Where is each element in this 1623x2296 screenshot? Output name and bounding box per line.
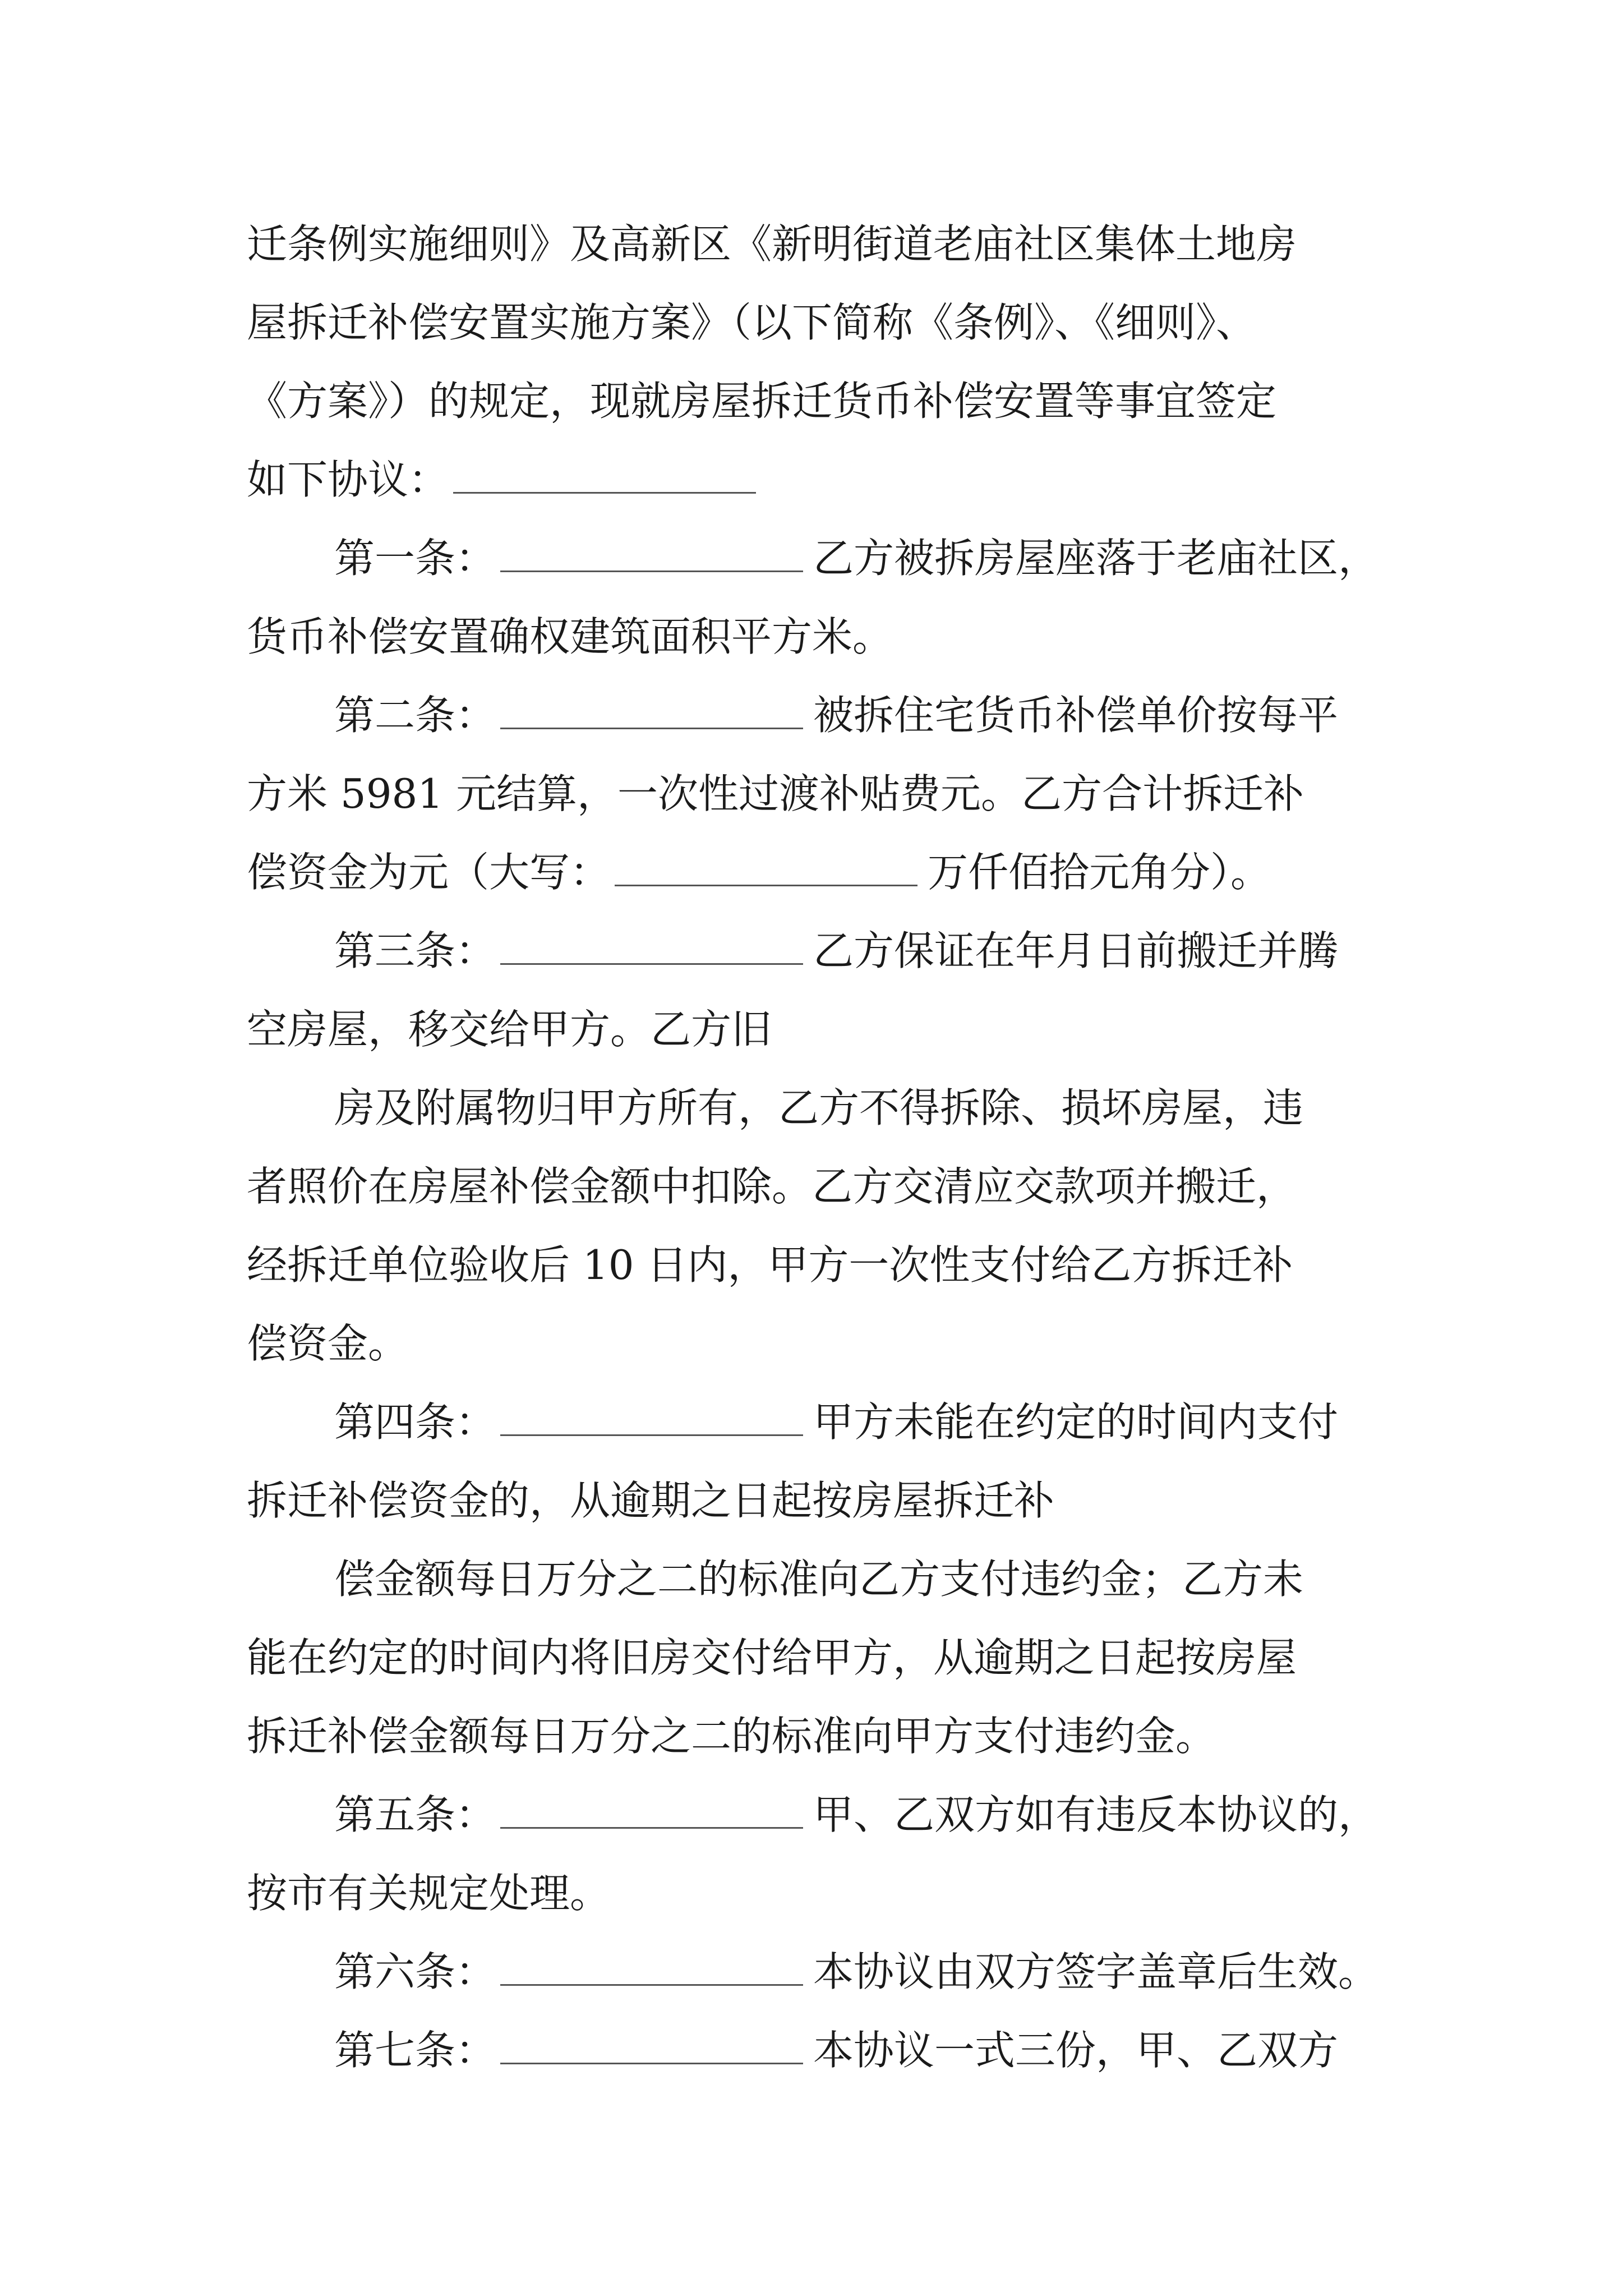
article-label: 第六条： (334, 1948, 496, 1995)
article-label: 第二条： (334, 692, 496, 739)
article-2-line (334, 676, 1385, 754)
line-text: 乙方保证在年月日前搬迁并腾 (813, 927, 1339, 974)
fill-in-blank (500, 537, 803, 572)
fill-in-blank (453, 458, 756, 494)
article-5-line (334, 1775, 1385, 1854)
line-text: 万仟佰拾元角分）。 (928, 849, 1271, 896)
line-text: 偿资金为元（大写： (247, 849, 611, 896)
paragraph-line (247, 1854, 1385, 1932)
fill-in-blank (500, 1401, 803, 1436)
article-6-line (334, 1932, 1385, 2011)
line-text: 本协议由双方签字盖章后生效。 (813, 1948, 1379, 1995)
paragraph-line (247, 1618, 1385, 1697)
line-text: 甲、乙双方如有违反本协议的， (813, 1791, 1379, 1838)
line-text: 《方案》）的规定，现就房屋拆迁货币补偿安置等事宜签定 (247, 378, 1277, 425)
paragraph-line (247, 1304, 1385, 1383)
fill-in-blank (500, 1950, 803, 1986)
fill-in-blank (615, 851, 917, 886)
paragraph-line (247, 754, 1385, 833)
paragraph-line (247, 597, 1385, 676)
line-text: 能在约定的时间内将旧房交付给甲方，从逾期之日起按房屋 (247, 1634, 1297, 1681)
line-text: 本协议一式三份，甲、乙双方 (813, 2027, 1339, 2074)
paragraph-line (334, 1069, 1385, 1147)
article-label: 第七条： (334, 2027, 496, 2074)
paragraph-line (247, 1226, 1385, 1304)
fill-in-blank (500, 1793, 803, 1829)
line-text: 如下协议： (247, 456, 449, 503)
line-text: 被拆住宅货币补偿单价按每平 (813, 692, 1339, 739)
line-text: 屋拆迁补偿安置实施方案》（以下简称《条例》、《细则》、 (247, 299, 1257, 346)
article-7-line (334, 2011, 1385, 2090)
line-text: 货币补偿安置确权建筑面积平方米。 (247, 613, 893, 660)
line-text: 迁条例实施细则》及高新区《新明街道老庙社区集体土地房 (247, 220, 1297, 268)
line-text: 拆迁补偿金额每日万分之二的标准向甲方支付违约金。 (247, 1713, 1216, 1760)
line-text: 方米 5981 元结算，一次性过渡补贴费元。乙方合计拆迁补 (247, 770, 1304, 817)
paragraph-line (247, 362, 1385, 440)
paragraph-line (247, 833, 1385, 912)
paragraph-line (247, 283, 1385, 362)
line-text: 经拆迁单位验收后 10 日内，甲方一次性支付给乙方拆迁补 (247, 1241, 1293, 1289)
article-3-line (334, 912, 1385, 990)
line-text: 乙方被拆房屋座落于老庙社区， (813, 535, 1379, 582)
article-label: 第五条： (334, 1791, 496, 1838)
article-1-line (334, 519, 1385, 597)
article-4-line (334, 1383, 1385, 1461)
paragraph-line (247, 1461, 1385, 1540)
fill-in-blank (500, 694, 803, 729)
paragraph-line (247, 990, 1385, 1069)
fill-in-blank (500, 2029, 803, 2064)
article-label: 第四条： (334, 1398, 496, 1446)
paragraph-line (247, 1147, 1385, 1226)
line-text: 偿资金。 (247, 1320, 409, 1367)
line-text: 房及附属物归甲方所有，乙方不得拆除、损坏房屋，违 (334, 1084, 1304, 1131)
paragraph-line (247, 440, 1385, 519)
line-text: 按市有关规定处理。 (247, 1870, 611, 1917)
fill-in-blank (500, 930, 803, 965)
paragraph-line (247, 1697, 1385, 1775)
line-text: 偿金额每日万分之二的标准向乙方支付违约金；乙方未 (334, 1556, 1304, 1603)
line-text: 者照价在房屋补偿金额中扣除。乙方交清应交款项并搬迁， (247, 1163, 1297, 1210)
line-text: 甲方未能在约定的时间内支付 (813, 1398, 1339, 1446)
paragraph-line (334, 1540, 1385, 1618)
article-label: 第三条： (334, 927, 496, 974)
paragraph-line (247, 205, 1385, 283)
article-label: 第一条： (334, 535, 496, 582)
line-text: 空房屋，移交给甲方。乙方旧 (247, 1006, 772, 1053)
line-text: 拆迁补偿资金的，从逾期之日起按房屋拆迁补 (247, 1477, 1055, 1524)
